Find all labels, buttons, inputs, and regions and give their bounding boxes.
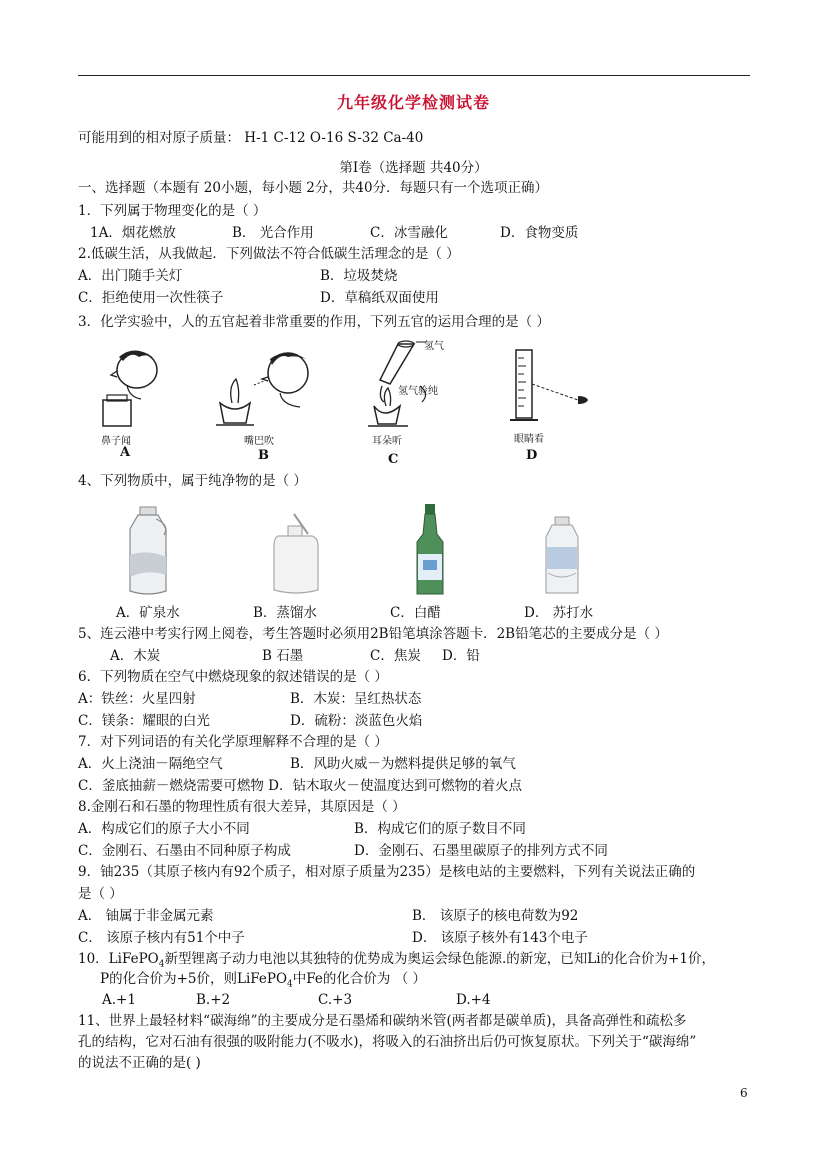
q9-option-d: D． 该原子核外有143个电子 [412,930,588,946]
q1-option-b: B． 光合作用 [232,225,314,241]
q10-option-c: C.+3 [318,992,353,1008]
q5-option-c: C．焦炭 [370,648,421,664]
q1-stem: 1．下列属于物理变化的是（ ） [78,203,267,219]
q8-option-c: C．金刚石、石墨由不同种原子构成 [78,843,291,859]
label-hydrogen: 氢气 [424,341,444,352]
q8-option-d: D．金刚石、石墨里碳原子的排列方式不同 [354,843,608,859]
q6-option-a: A：铁丝：火星四射 [78,691,196,707]
caption-d: 眼睛看 [514,434,544,445]
q11-line1: 11、世界上最轻材料“碳海绵”的主要成分是石墨烯和碳纳米管(两者都是碳单质)，具备高弹性和疏松多 [78,1013,687,1029]
q7-stem: 7．对下列词语的有关化学原理解释不合理的是（ ） [78,734,388,750]
q6-stem: 6．下列物质在空气中燃烧现象的叙述错误的是（ ） [78,669,388,685]
q8-option-a: A．构成它们的原子大小不同 [78,821,250,837]
q10-stem-line2: P的化合价为+5价，则LiFePO$_4$中Fe的化合价为 （ ） [100,971,426,990]
q5-option-b: B 石墨 [262,648,304,664]
letter-d: D [526,448,538,463]
page-title: 九年级化学检测试卷 [336,93,490,112]
q6-option-b: B．木炭：呈红热状态 [290,691,422,707]
read-figure [508,346,598,426]
q10-option-a: A.+1 [102,992,136,1008]
section-intro: 一、选择题（本题有 20小题，每小题 2分，共40分．每题只有一个选项正确） [78,180,549,196]
q5-option-a: A．木炭 [110,648,161,664]
q10-option-b: B.+2 [196,992,231,1008]
q8-option-b: B．构成它们的原子数目不同 [354,821,526,837]
q4-option-c: C．白醋 [390,605,441,621]
q2-stem: 2.低碳生活，从我做起．下列做法不符合低碳生活理念的是（ ） [78,246,460,262]
q5-option-d: D．铅 [442,648,480,664]
q6-option-d: D．硫粉：淡蓝色火焰 [290,713,423,729]
q8-stem: 8.金刚石和石墨的物理性质有很大差异，其原因是（ ） [78,799,406,815]
q2-option-b: B．垃圾焚烧 [320,268,398,284]
q6-option-c: C．镁条：耀眼的白光 [78,713,210,729]
page-number: 6 [740,1086,748,1100]
atomic-masses: 可能用到的相对原子质量： H-1 C-12 O-16 S-32 Ca-40 [78,130,424,146]
q7-option-b: B．风助火威－为燃料提供足够的氧气 [290,756,516,772]
mineral-water-bottle [122,505,174,597]
vinegar-bottle [413,502,447,598]
q10-stem-line1: 10．LiFePO$_4$新型锂离子动力电池以其独特的优势成为奥运会绿色能源.的新宠，已知Li的化合价为+1价， [78,951,715,970]
letter-c: C [388,452,399,467]
q7-option-a: A．火上浇油－隔绝空气 [78,756,223,772]
q9-stem-line2: 是（ ） [78,886,123,902]
label-hydrogen-test: 氢气验纯 [398,386,438,397]
caption-c: 耳朵听 [372,436,402,447]
q9-option-a: A． 铀属于非金属元素 [78,908,214,924]
q9-stem-line1: 9．铀235（其原子核内有92个质子，相对原子质量为235）是核电站的主要燃料，下列有关说法正确的 [78,864,696,880]
q10-option-d: D.+4 [456,992,491,1008]
soda-water-bottle [540,515,584,597]
distilled-water-bottle [268,512,326,596]
q4-option-a: A．矿泉水 [116,605,180,621]
q5-stem: 5、连云港中考实行网上阅卷，考生答题时必须用2B铅笔填涂答题卡．2B铅笔芯的主要成分是（ ） [78,626,668,642]
section-heading: 第Ⅰ卷（选择题 共40分） [339,160,488,176]
q7-option-cd: C．釜底抽薪－燃烧需要可燃物 D．钻木取火－使温度达到可燃物的着火点 [78,778,522,794]
q11-line3: 的说法不正确的是( ) [78,1055,201,1071]
q11-line2: 孔的结构，它对石油有很强的吸附能力(不吸水)，将吸入的石油挤出后仍可恢复原状。下列关于“碳海绵” [78,1034,697,1050]
q9-option-c: C． 该原子核内有51个中子 [78,930,245,946]
caption-b: 嘴巴吹 [244,436,274,447]
q4-stem: 4、下列物质中，属于纯净物的是（ ） [78,473,307,489]
q1-option-d: D．食物变质 [500,225,579,241]
blow-figure [210,345,320,430]
q4-option-d: D． 苏打水 [524,605,594,621]
q3-stem: 3．化学实验中，人的五官起着非常重要的作用，下列五官的运用合理的是（ ） [78,314,550,330]
q4-option-b: B．蒸馏水 [253,605,317,621]
q1-option-c: C．冰雪融化 [370,225,448,241]
smell-figure [95,345,175,430]
q2-option-d: D．草稿纸双面使用 [320,290,439,306]
q2-option-c: C．拒绝使用一次性筷子 [78,290,224,306]
letter-a: A [120,445,131,460]
letter-b: B [258,448,269,463]
q2-option-a: A．出门随手关灯 [78,268,183,284]
q1-option-a: 1A．烟花燃放 [90,225,176,241]
q9-option-b: B． 该原子的核电荷数为92 [412,908,579,924]
caption-a: 鼻子闻 [101,436,131,447]
header-rule [78,75,750,76]
